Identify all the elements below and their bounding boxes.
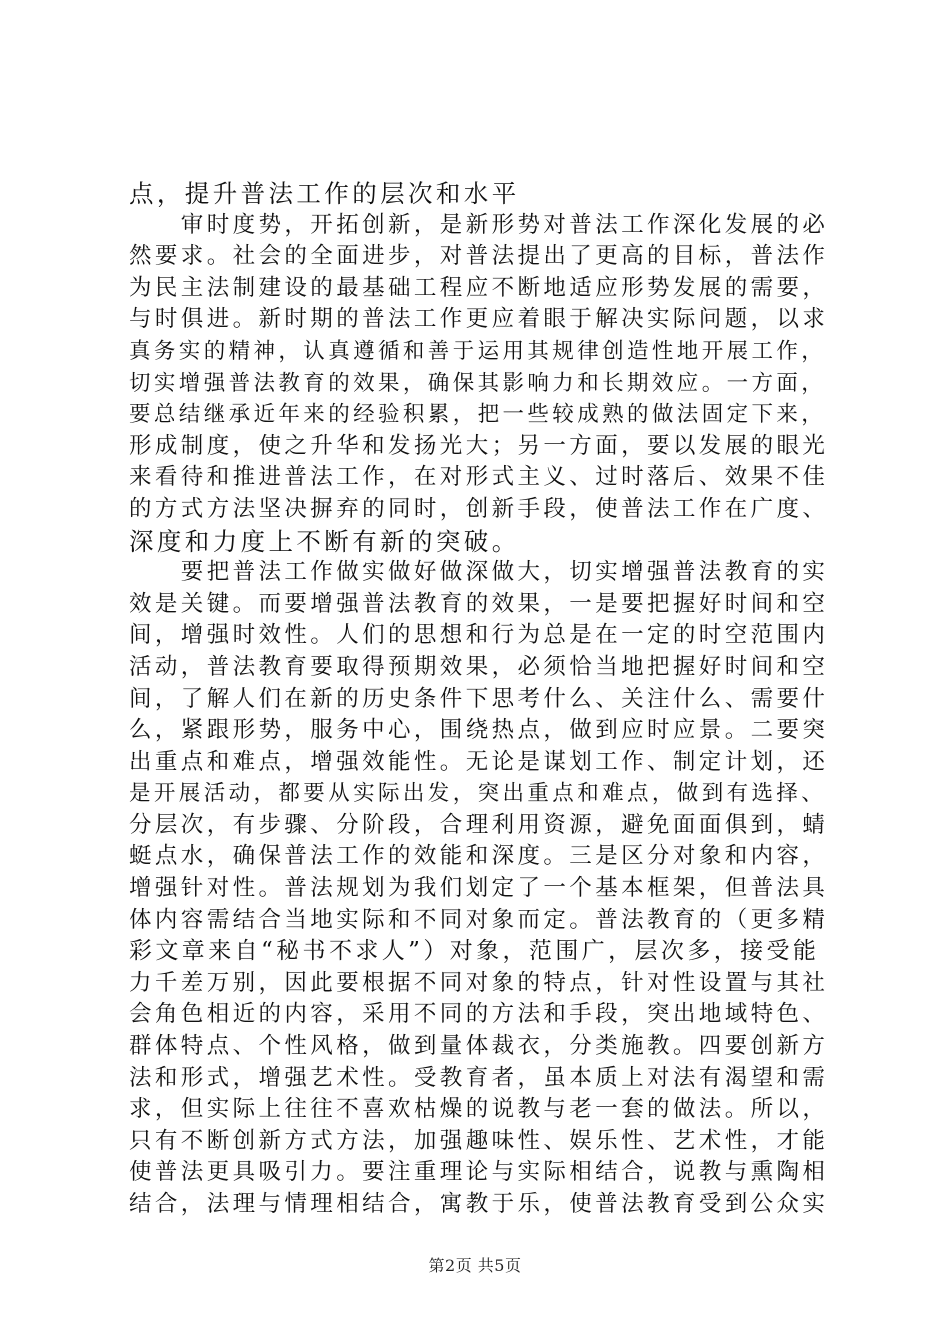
text-line: 活动，普法教育要取得预期效果，必须恰当地把握好时间和空 — [129, 653, 829, 680]
text-line: 形成制度，使之升华和发扬光大；另一方面，要以发展的眼光 — [129, 432, 829, 459]
text-line: 为民主法制建设的最基础工程应不断地适应形势发展的需要， — [129, 274, 829, 301]
text-line: 的方式方法坚决摒弃的同时，创新手段，使普法工作在广度、 — [129, 495, 829, 522]
text-line: 使普法更具吸引力。要注重理论与实际相结合，说教与熏陶相 — [129, 1159, 829, 1186]
text-line: 蜓点水，确保普法工作的效能和深度。三是区分对象和内容， — [129, 843, 829, 870]
text-line: 间，增强时效性。人们的思想和行为总是在一定的时空范围内 — [129, 622, 829, 649]
text-line: 效是关键。而要增强普法教育的效果，一是要把握好时间和空 — [129, 590, 829, 617]
text-line: 然要求。社会的全面进步，对普法提出了更高的目标，普法作 — [129, 243, 829, 270]
text-line: 要把普法工作做实做好做深做大，切实增强普法教育的实 — [129, 559, 829, 586]
text-line: 出重点和难点，增强效能性。无论是谋划工作、制定计划，还 — [129, 748, 829, 775]
text-line: 来看待和推进普法工作，在对形式主义、过时落后、效果不佳 — [129, 464, 829, 491]
text-line: 要总结继承近年来的经验积累，把一些较成熟的做法固定下来， — [129, 402, 827, 428]
text-line: 体内容需结合当地实际和不同对象而定。普法教育的（更多精 — [129, 906, 829, 933]
text-line: 间，了解人们在新的历史条件下思考什么、关注什么、需要什 — [129, 685, 829, 712]
text-line: 增强针对性。普法规划为我们划定了一个基本框架，但普法具 — [129, 875, 829, 902]
text-line: 求，但实际上往往不喜欢枯燥的说教与老一套的做法。所以， — [129, 1096, 829, 1123]
text-line: 分层次，有步骤、分阶段，合理利用资源，避免面面俱到，蜻 — [129, 811, 829, 838]
text-line: 群体特点、个性风格，做到量体裁衣，分类施教。四要创新方 — [129, 1033, 829, 1060]
text-line: 只有不断创新方式方法，加强趣味性、娱乐性、艺术性，才能 — [129, 1127, 829, 1154]
text-line: 点，提升普法工作的层次和水平 — [129, 179, 520, 208]
text-line: 力千差万别，因此要根据不同对象的特点，针对性设置与其社 — [129, 969, 829, 996]
text-line: 切实增强普法教育的效果，确保其影响力和长期效应。一方面， — [129, 370, 827, 396]
text-line: 会角色相近的内容，采用不同的方法和手段，突出地域特色、 — [129, 1001, 829, 1028]
text-line: 是开展活动，都要从实际出发，突出重点和难点，做到有选择、 — [129, 781, 827, 807]
text-line: 法和形式，增强艺术性。受教育者，虽本质上对法有渴望和需 — [129, 1064, 829, 1091]
text-line: 审时度势，开拓创新，是新形势对普法工作深化发展的必 — [129, 211, 829, 238]
page-footer: 第2页 共5页 — [428, 1256, 522, 1275]
text-line: 真务实的精神，认真遵循和善于运用其规律创造性地开展工作， — [129, 338, 827, 364]
body-text — [129, 178, 829, 1221]
text-line: 么，紧跟形势，服务中心，围绕热点，做到应时应景。二要突 — [129, 717, 829, 744]
text-line: 彩文章来自“秘书不求人”）对象，范围广，层次多，接受能 — [129, 938, 820, 965]
text-line: 深度和力度上不断有新的突破。 — [129, 526, 520, 556]
text-line: 结合，法理与情理相结合，寓教于乐，使普法教育受到公众实 — [129, 1191, 829, 1217]
text-line: 与时俱进。新时期的普法工作更应着眼于解决实际问题，以求 — [129, 306, 829, 333]
